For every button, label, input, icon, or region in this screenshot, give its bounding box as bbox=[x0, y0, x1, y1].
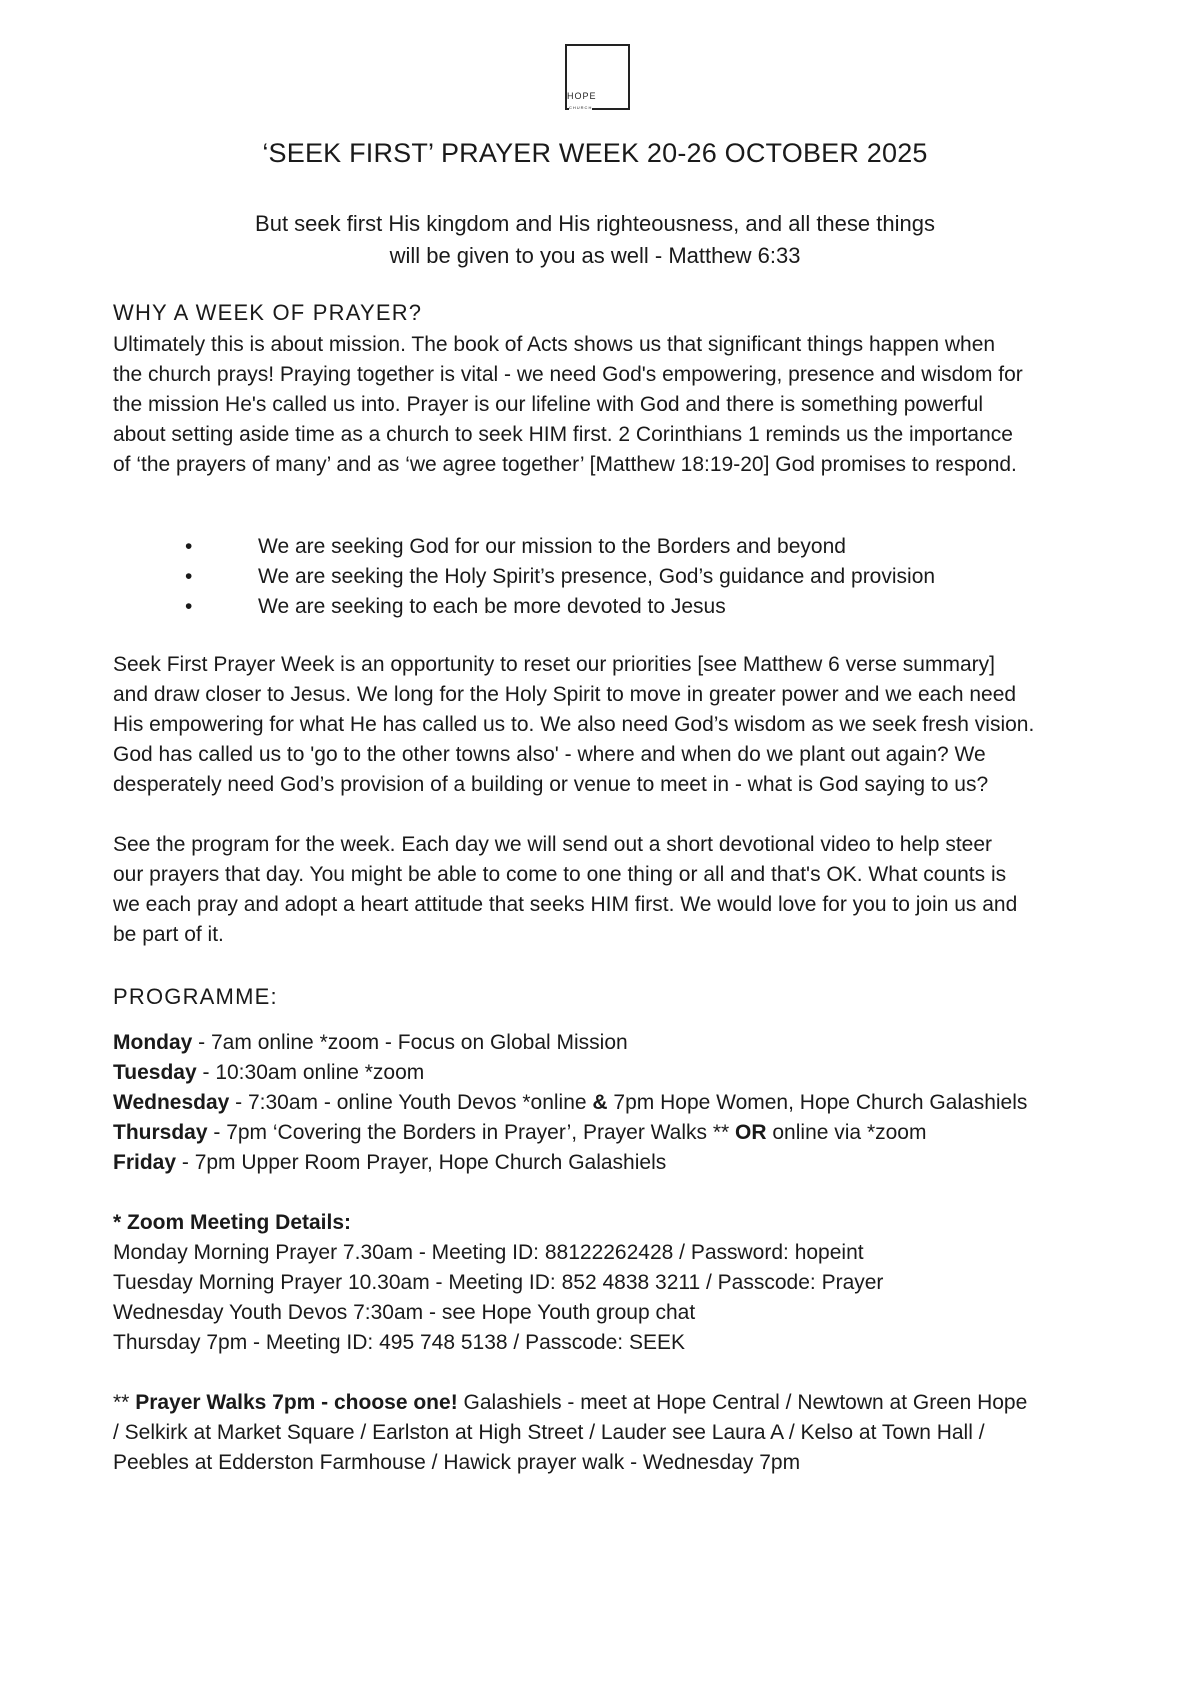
paragraph-line: our prayers that day. You might be able to come to one thing or all and that's OK. What counts is bbox=[113, 863, 1007, 886]
why-paragraph bbox=[113, 330, 1088, 480]
ampersand: & bbox=[592, 1091, 608, 1114]
paragraph-line: of ‘the prayers of many’ and as ‘we agree together’ [Matthew 18:19-20] God promises to respond. bbox=[113, 453, 1017, 476]
day-label: Monday bbox=[113, 1031, 193, 1054]
schedule-row-thursday bbox=[113, 1118, 1027, 1148]
paragraph-line: the church prays! Praying together is vital - we need God's empowering, presence and wisdom for bbox=[113, 363, 1023, 386]
paragraph-line: be part of it. bbox=[113, 923, 224, 946]
zoom-heading-text: * Zoom Meeting Details: bbox=[113, 1211, 352, 1234]
schedule-text: - 7am online *zoom - Focus on Global Mission bbox=[192, 1031, 628, 1054]
paragraph-line: and draw closer to Jesus. We long for the Holy Spirit to move in greater power and we each need bbox=[113, 683, 1017, 706]
schedule-text: - 7:30am - online Youth Devos *online bbox=[229, 1091, 593, 1114]
paragraph-line: we each pray and adopt a heart attitude that seeks HIM first. We would love for you to join us and bbox=[113, 893, 1018, 916]
schedule-row-tuesday bbox=[113, 1058, 1027, 1088]
schedule-text: - 7pm ‘Covering the Borders in Prayer’, Prayer Walks ** bbox=[207, 1121, 736, 1144]
hope-church-logo bbox=[565, 44, 630, 110]
zoom-line: Wednesday Youth Devos 7:30am - see Hope Youth group chat bbox=[113, 1301, 696, 1324]
schedule-row-wednesday bbox=[113, 1088, 1027, 1118]
page-title: ‘SEEK FIRST’ PRAYER WEEK 20-26 OCTOBER 2025 bbox=[262, 138, 928, 168]
walks-line: Peebles at Edderston Farmhouse / Hawick prayer walk - Wednesday 7pm bbox=[113, 1451, 801, 1474]
scripture-verse bbox=[0, 208, 1190, 272]
day-label: Wednesday bbox=[113, 1091, 230, 1114]
seek-first-paragraph bbox=[113, 650, 1088, 800]
zoom-line: Monday Morning Prayer 7.30am - Meeting ID: 88122262428 / Password: hopeint bbox=[113, 1241, 864, 1264]
paragraph-line: Ultimately this is about mission. The book of Acts shows us that significant things happen when bbox=[113, 333, 996, 356]
zoom-heading bbox=[113, 1208, 883, 1238]
walks-line bbox=[113, 1388, 1027, 1418]
schedule-row-friday bbox=[113, 1148, 1027, 1178]
walks-line: / Selkirk at Market Square / Earlston at High Street / Lauder see Laura A / Kelso at Town Hall / bbox=[113, 1421, 985, 1444]
schedule-text: online via *zoom bbox=[766, 1121, 927, 1144]
paragraph-line: about setting aside time as a church to seek HIM first. 2 Corinthians 1 reminds us the importance bbox=[113, 423, 1013, 446]
programme-schedule bbox=[113, 1028, 1027, 1178]
logo-word: HOPE bbox=[567, 91, 597, 101]
paragraph-line: Seek First Prayer Week is an opportunity to reset our priorities [see Matthew 6 verse summary] bbox=[113, 653, 995, 676]
logo-subword: CHURCH bbox=[569, 105, 593, 110]
day-label: Tuesday bbox=[113, 1061, 197, 1084]
paragraph-line: desperately need God’s provision of a building or venue to meet in - what is God saying to us? bbox=[113, 773, 989, 796]
prayer-walks bbox=[113, 1388, 1027, 1478]
day-label: Thursday bbox=[113, 1121, 208, 1144]
paragraph-line: God has called us to 'go to the other towns also' - where and when do we plant out again? We bbox=[113, 743, 986, 766]
list-item-text: We are seeking God for our mission to the Borders and beyond bbox=[258, 535, 846, 558]
schedule-row-monday bbox=[113, 1028, 1027, 1058]
or-label: OR bbox=[735, 1121, 767, 1144]
why-heading: WHY A WEEK OF PRAYER? bbox=[113, 300, 423, 325]
goals-list bbox=[113, 532, 935, 622]
schedule-text: - 10:30am online *zoom bbox=[196, 1061, 425, 1084]
list-item bbox=[113, 562, 935, 592]
list-item-text: We are seeking to each be more devoted to Jesus bbox=[258, 595, 726, 618]
zoom-line: Tuesday Morning Prayer 10.30am - Meeting ID: 852 4838 3211 / Passcode: Prayer bbox=[113, 1271, 884, 1294]
paragraph-line: His empowering for what He has called us to. We also need God’s wisdom as we seek fresh vision. bbox=[113, 713, 1035, 736]
list-item-text: We are seeking the Holy Spirit’s presence, God’s guidance and provision bbox=[258, 565, 936, 588]
zoom-details bbox=[113, 1208, 883, 1358]
program-intro-paragraph bbox=[113, 830, 1088, 950]
programme-heading: PROGRAMME: bbox=[113, 984, 278, 1009]
walks-prefix: ** bbox=[113, 1391, 136, 1414]
walks-title: Prayer Walks 7pm - choose one! bbox=[135, 1391, 458, 1414]
walks-text: Galashiels - meet at Hope Central / Newtown at Green Hope bbox=[457, 1391, 1028, 1414]
paragraph-line: See the program for the week. Each day we will send out a short devotional video to help steer bbox=[113, 833, 993, 856]
bullet-icon: • bbox=[185, 565, 193, 588]
verse-line: will be given to you as well - Matthew 6:33 bbox=[389, 243, 801, 268]
bullet-icon: • bbox=[185, 535, 193, 558]
verse-line: But seek first His kingdom and His righteousness, and all these things bbox=[255, 211, 935, 236]
bullet-icon: • bbox=[185, 595, 193, 618]
paragraph-line: the mission He's called us into. Prayer is our lifeline with God and there is something powerful bbox=[113, 393, 984, 416]
schedule-text: - 7pm Upper Room Prayer, Hope Church Galashiels bbox=[176, 1151, 667, 1174]
schedule-text: 7pm Hope Women, Hope Church Galashiels bbox=[607, 1091, 1028, 1114]
day-label: Friday bbox=[113, 1151, 177, 1174]
list-item bbox=[113, 532, 935, 562]
list-item bbox=[113, 592, 935, 622]
zoom-line: Thursday 7pm - Meeting ID: 495 748 5138 / Passcode: SEEK bbox=[113, 1331, 685, 1354]
